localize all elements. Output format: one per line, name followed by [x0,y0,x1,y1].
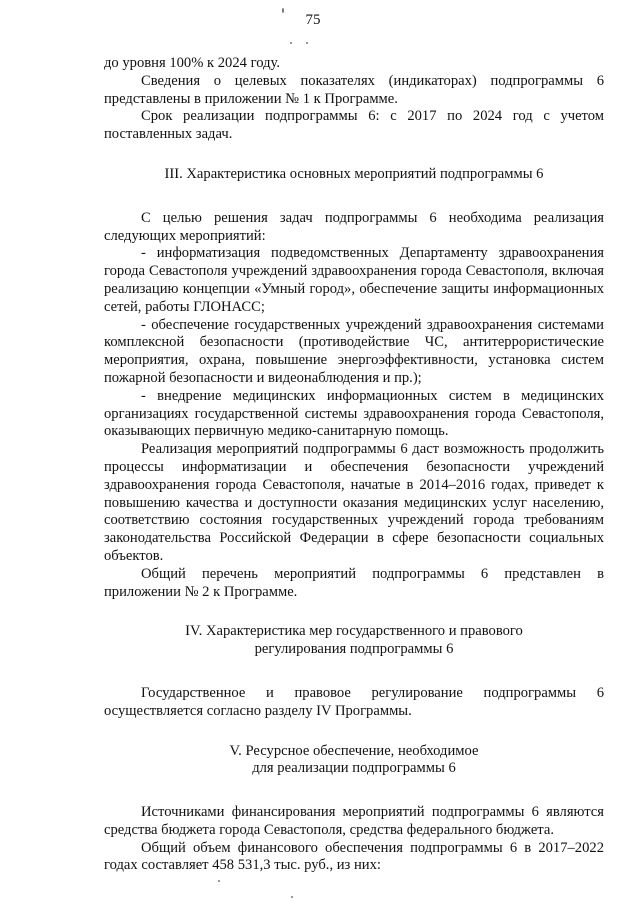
paragraph: Источниками финансирования мероприятий подпрограммы 6 являются средства бюджета города Севастополя, средства федерального бюджета. [104,804,604,838]
section-heading-v-line2: для реализации подпрограммы 6 [252,760,456,777]
document-body [104,55,604,875]
bullet-item: - обеспечение государственных учреждений здравоохранения системами комплексной безопасности (противодействие ЧС, антитеррористические мероприятия, охрана, повышение энергоэффективности, установка систем пожарной безопасности и видеонаблюдения и пр.); [104,316,604,386]
bullet-item: - внедрение медицинских информационных систем в медицинских организациях государственной системы здравоохранения города Севастополя, оказывающих первичную медико-санитарную помощь. [104,387,604,440]
paragraph: Срок реализации подпрограммы 6: с 2017 по 2024 год с учетом поставленных задач. [104,108,604,143]
paragraph: Общий объем финансового обеспечения подпрограммы 6 в 2017–2022 годах составляет 458 531,3 тыс. руб., из них: [104,839,604,874]
scan-speck [218,880,220,882]
paragraph: до уровня 100% к 2024 году. [104,55,281,71]
paragraph: С целью решения задач подпрограммы 6 необходима реализация следующих мероприятий: [104,209,604,244]
section-heading-iv-line1: IV. Характеристика мер государственного и правового [185,623,523,640]
paragraph: Общий перечень мероприятий подпрограммы 6 представлен в приложении № 2 к Программе. [104,565,604,600]
section-heading-v-line1: V. Ресурсное обеспечение, необходимое [229,742,479,759]
bullet-item: - информатизация подведомственных Департаменту здравоохранения города Севастополя учреждений здравоохранения города Севастополя, включая реализацию концепции «Умный город», обеспечение защиты информационных сетей, работы ГЛОНАСС; [104,245,604,315]
paragraph: Сведения о целевых показателях (индикаторах) подпрограммы 6 представлены в приложении № 1 к Программе. [104,72,604,107]
paragraph: Государственное и правовое регулирование подпрограммы 6 осуществляется согласно разделу IV Программы. [104,684,604,719]
section-heading-iii: III. Характеристика основных мероприятий подпрограммы 6 [164,165,544,182]
paragraph: Реализация мероприятий подпрограммы 6 даст возможность продолжить процессы информатизации и обеспечения безопасности учреждений здравоохранения города Севастополя, начатые в 2014–2016 годах, приведет к повышению качества и доступности оказания медицинских услуг населению, соответствию состояния государственных учреждений города требованиям законодательства Российской Федерации в сфере безопасности социальных объектов. [104,441,604,564]
scan-speck [290,42,292,44]
scan-speck [282,8,284,13]
page-number: 75 [305,12,321,28]
section-heading-iv-line2: регулирования подпрограммы 6 [254,641,454,658]
scan-speck [306,42,308,44]
scan-speck [291,896,293,898]
